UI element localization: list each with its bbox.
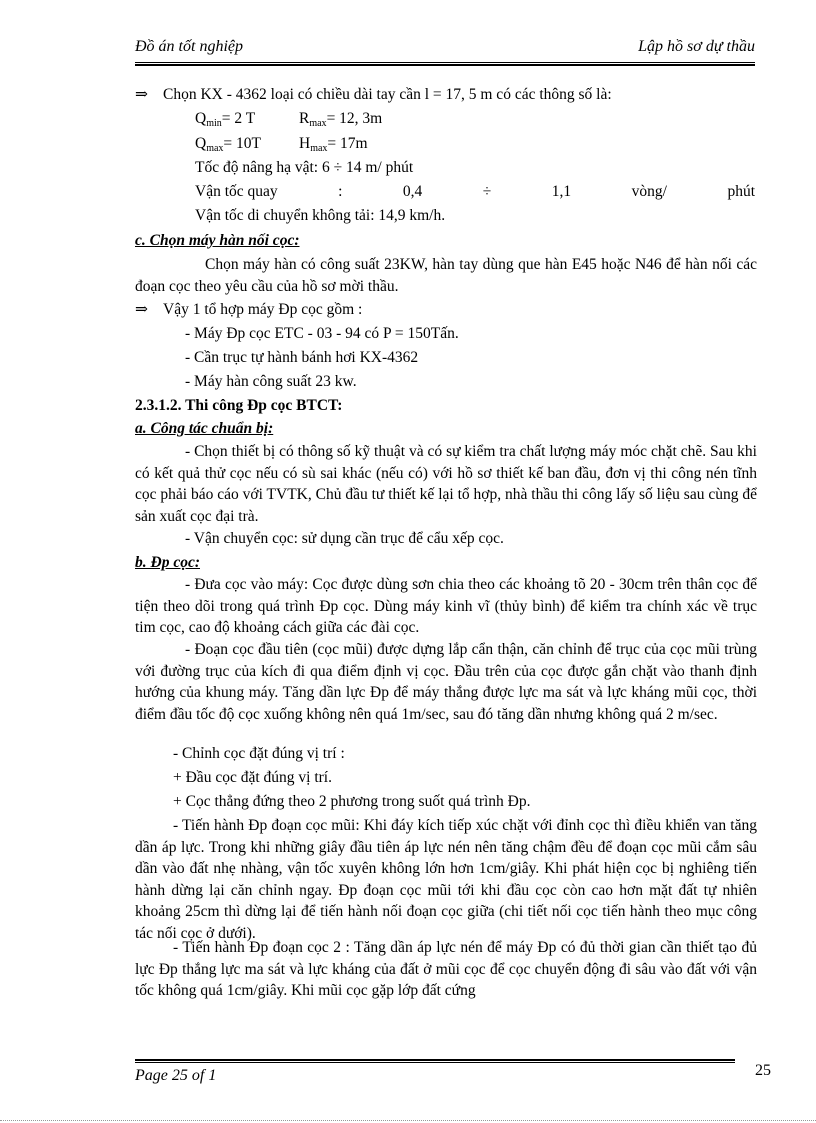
rotation-speed-unit-1: vòng/ xyxy=(631,183,667,200)
summary-line xyxy=(135,299,362,321)
paragraph-b7: - Tiến hành Đp đoạn cọc 2 : Tăng dần áp lực nén để máy Đp có đủ thời gian cần thiết tạo đủ lực Đp thắng lực ma sát và lực kháng của đất ở mũi cọc để cọc chuyển động đi sâu vào đất với vận tốc không quá 1cm/giây. Khi mũi cọc gặp lớp đất cứng xyxy=(135,939,757,1000)
h-max-value: = 17m xyxy=(327,135,368,152)
list-item: - Máy Đp cọc ETC - 03 - 94 có P = 150Tấn. xyxy=(185,325,459,342)
summary-text: Vậy 1 tổ hợp máy Đp cọc gồm : xyxy=(163,301,363,318)
footer-page-label: Page 25 of 1 xyxy=(135,1067,217,1084)
crane-param-row-1 xyxy=(195,108,383,135)
paragraph-b3: - Chỉnh cọc đặt đúng vị trí : xyxy=(173,745,345,762)
rotation-speed-label: Vận tốc quay xyxy=(195,183,278,200)
header-rule xyxy=(135,62,755,66)
page-bottom-border xyxy=(0,1120,816,1122)
header-left-title: Đồ án tốt nghiệp xyxy=(135,38,243,55)
q-min-label: Q xyxy=(195,110,207,127)
q-min-sub: min xyxy=(206,118,222,129)
paragraph-b2: - Đoạn cọc đầu tiên (cọc mũi) được dựng lắp cẩn thận, căn chỉnh để trục của cọc mũi trùng với đường trục của kích đi qua điểm định vị cọc. Đầu trên của cọc được gắn chặt vào thanh định hướng của khung máy. Tăng dần lực Đp để máy thắng được lực ma sát và lực kháng mũi cọc, thời điểm đầu tốc độ cọc xuống không nên quá 1m/sec, sau đó tăng dần nhưng không quá 2 m/sec. xyxy=(135,641,757,723)
footer-page-number: 25 xyxy=(755,1062,771,1079)
rotation-speed-min: 0,4 xyxy=(402,183,423,200)
footer-rule xyxy=(135,1059,735,1063)
crane-intro-text: Chọn KX - 4362 loại có chiều dài tay cần l = 17, 5 m có các thông số là: xyxy=(163,86,612,103)
paragraph-a1: - Chọn thiết bị có thông số kỹ thuật và có sự kiểm tra chất lượng máy móc chặt chẽ. Sau khi có kết quả thử cọc nếu có sù sai khác (nếu có) với hồ sơ thiết kế ban đầu, đơn vị thi công nén tĩnh cọc phải báo cáo với TVTK, Chủ đầu tư thiết kế lại tổ hợp, nhà thầu thi công lấy số liệu sau cùng để sản xuất cọc đại trà. xyxy=(135,443,757,525)
header-right-title: Lập hồ sơ dự thầu xyxy=(638,38,755,55)
page-header xyxy=(135,38,755,60)
section-c-heading: c. Chọn máy hàn nối cọc: xyxy=(135,232,300,249)
list-item: - Máy hàn công suất 23 kw. xyxy=(185,373,357,390)
section-2312-heading: 2.3.1.2. Thi công Đp cọc BTCT: xyxy=(135,397,343,414)
q-max-sub: max xyxy=(206,143,224,154)
rotation-speed-max: 1,1 xyxy=(551,183,572,200)
paragraph-b6: - Tiến hành Đp đoạn cọc mũi: Khi đáy kích tiếp xúc chặt với đỉnh cọc thì điều khiển van tăng dần áp lực. Trong khi những giây đầu tiên áp lực nén nên tăng chậm đều để đoạn cọc mũi cắm sâu dần vào đất nhẹ nhàng, vận tốc xuyên không lớn hơn 1cm/giây. Khi phát hiện cọc bị nghiêng tiến hành dừng lại căn chỉnh ngay. Đp đoạn cọc mũi tới khi đầu cọc còn cao hơn mặt đất tự nhiên khoảng 25cm thì dừng lại để tiến hành nối đoạn cọc giữa (chi tiết nối cọc tiến hành theo mục công tác nối cọc ở dưới). xyxy=(135,817,757,942)
q-min-value: = 2 T xyxy=(221,110,256,127)
section-c-paragraph: Chọn máy hàn có công suất 23KW, hàn tay dùng que hàn E45 hoặc N46 để hàn nối các đoạn cọc theo yêu cầu của hồ sơ mời thầu. xyxy=(135,256,757,295)
paragraph-a2: - Vận chuyển cọc: sử dụng cần trục để cẩu xếp cọc. xyxy=(185,530,504,547)
paragraph-b5: + Cọc thẳng đứng theo 2 phương trong suốt quá trình Đp. xyxy=(173,793,531,810)
implies-arrow-icon: ⇒ xyxy=(135,301,148,318)
rotation-speed-div: ÷ xyxy=(482,183,492,200)
rotation-speed-row xyxy=(195,181,755,203)
crane-intro-line xyxy=(135,84,612,106)
paragraph-b1: - Đưa cọc vào máy: Cọc được dùng sơn chia theo các khoảng tõ 20 - 30cm trên thân cọc để tiện theo dõi trong quá trình Đp cọc. Dùng máy kinh vĩ (thủy bình) để kiểm tra chính xác về trục tim cọc, cao độ khoảng cách giữa các đài cọc. xyxy=(135,576,757,637)
travel-speed: Vận tốc di chuyển không tải: 14,9 km/h. xyxy=(195,207,446,224)
q-max-value: = 10T xyxy=(223,135,262,152)
h-max-sub: max xyxy=(310,143,328,154)
lift-speed: Tốc độ nâng hạ vật: 6 ÷ 14 m/ phút xyxy=(195,159,414,176)
subsection-a-heading: a. Công tác chuẩn bị: xyxy=(135,420,274,437)
r-max-value: = 12, 3m xyxy=(326,110,383,127)
subsection-b-heading: b. Đp cọc: xyxy=(135,554,200,571)
r-max-sub: max xyxy=(309,118,327,129)
q-max-label: Q xyxy=(195,135,207,152)
implies-arrow-icon: ⇒ xyxy=(135,86,148,103)
r-max-group xyxy=(299,108,382,135)
list-item: - Cần trục tự hành bánh hơi KX-4362 xyxy=(185,349,419,366)
paragraph-b4: + Đầu cọc đặt đúng vị trí. xyxy=(173,769,332,786)
rotation-speed-colon: : xyxy=(338,183,343,200)
h-max-label: H xyxy=(299,135,311,152)
r-max-label: R xyxy=(299,110,310,127)
rotation-speed-unit-2: phút xyxy=(727,183,755,200)
